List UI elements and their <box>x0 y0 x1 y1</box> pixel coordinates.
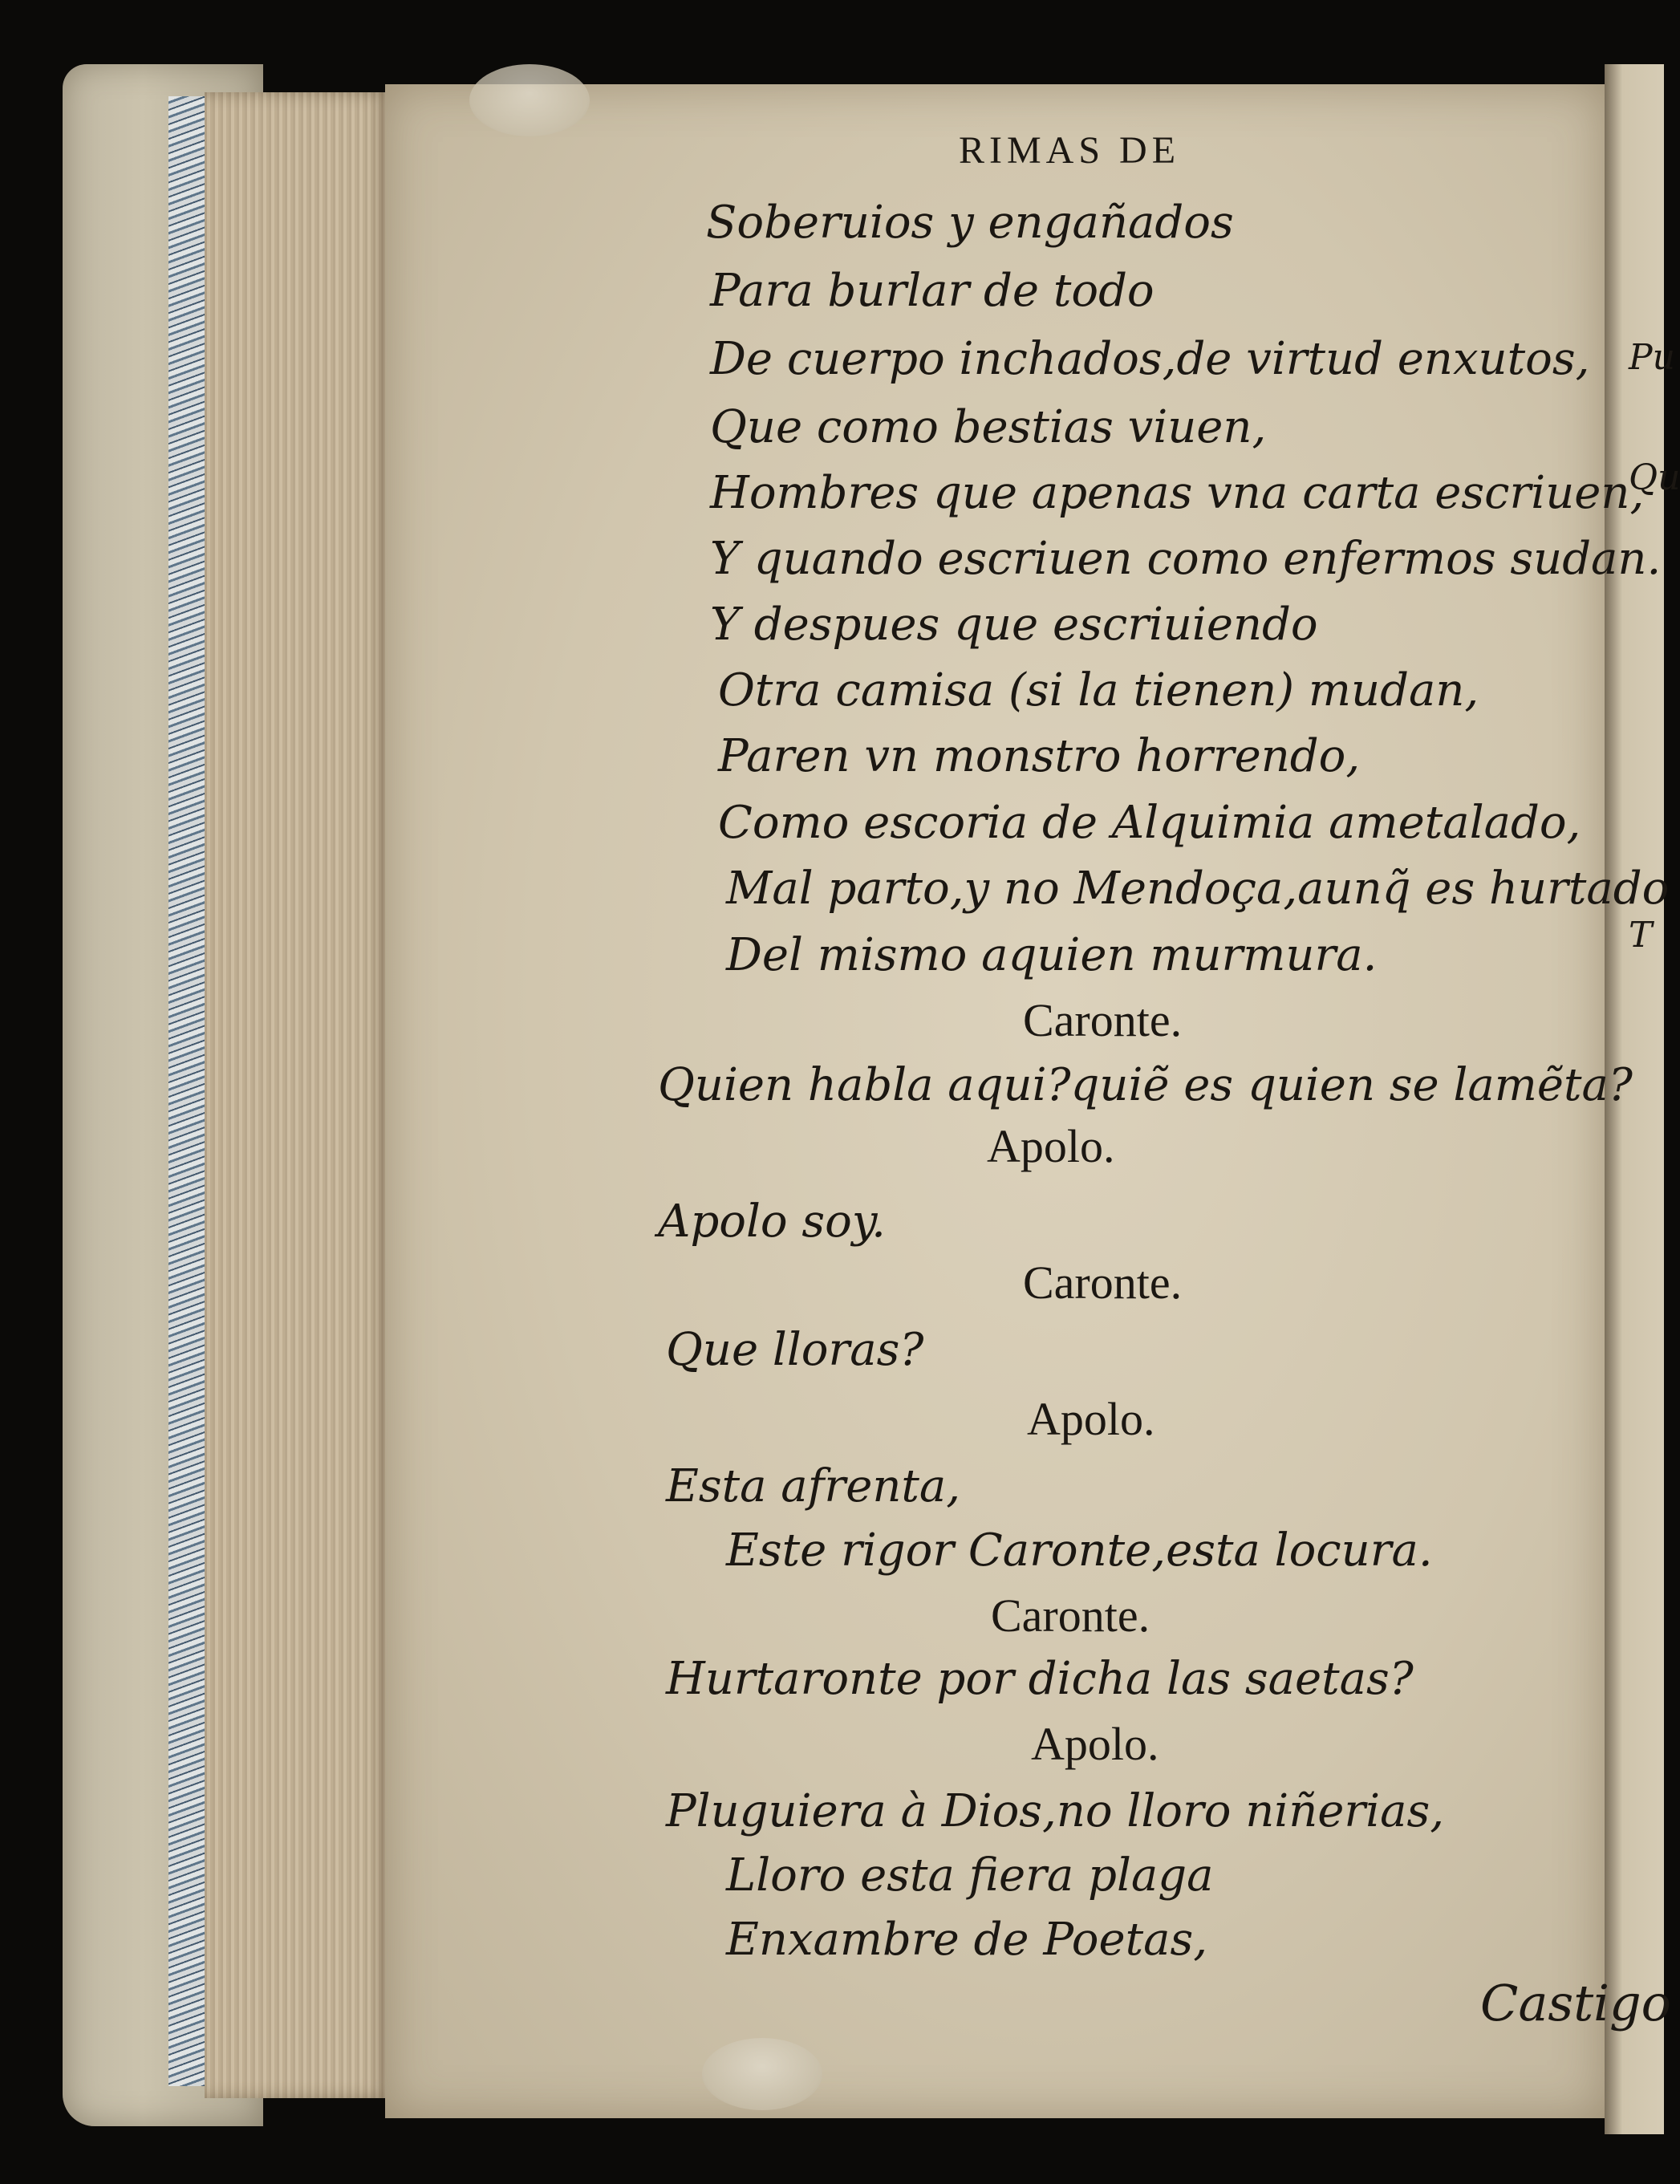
dialogue-line: Enxambre de Poetas, <box>726 1914 1208 1966</box>
dialogue-line: Apolo soy. <box>658 1196 886 1248</box>
speaker-name: Caronte. <box>991 1589 1150 1642</box>
page-clip <box>702 2038 822 2110</box>
verse-line: Soberuios y engañados <box>706 197 1234 249</box>
speaker-name: Apolo. <box>1031 1718 1159 1770</box>
running-head: RIMAS DE <box>959 129 1181 172</box>
dialogue-line: Quien habla aqui?quiẽ es quien se lamẽta? <box>658 1059 1633 1111</box>
verse-line: Del mismo aquien murmura. <box>726 929 1378 981</box>
margin-fragment: T <box>1629 915 1653 956</box>
dialogue-line: Este rigor Caronte,esta locura. <box>726 1524 1433 1577</box>
dialogue-line: Pluguiera à Dios,no lloro niñerias, <box>666 1785 1445 1837</box>
verse-line: Paren vn monstro horrendo, <box>718 730 1361 782</box>
dialogue-line: Hurtaronte por dicha las saetas? <box>666 1653 1414 1705</box>
marbled-edge <box>168 96 209 2086</box>
speaker-name: Apolo. <box>987 1120 1115 1172</box>
dialogue-line: Lloro esta fiera plaga <box>726 1849 1214 1902</box>
verse-line: Para burlar de todo <box>710 265 1154 317</box>
speaker-name: Caronte. <box>1023 1256 1183 1309</box>
dialogue-line: Que lloras? <box>666 1324 924 1376</box>
speaker-name: Apolo. <box>1027 1393 1155 1445</box>
dialogue-line: Esta afrenta, <box>666 1460 961 1512</box>
verse-line: Como escoria de Alquimia ametalado, <box>718 797 1581 849</box>
catchword: Castigo <box>1480 1974 1671 2032</box>
margin-fragment: Qu <box>1629 457 1680 498</box>
page-block-edge <box>205 92 389 2098</box>
verse-line: De cuerpo inchados,de virtud enxutos, <box>710 333 1590 385</box>
verse-line: Hombres que apenas vna carta escriuen, <box>710 467 1645 519</box>
speaker-name: Caronte. <box>1023 994 1183 1046</box>
verse-line: Y despues que escriuiendo <box>710 599 1318 651</box>
verse-line: Otra camisa (si la tienen) mudan, <box>718 664 1479 716</box>
margin-fragment: Pu <box>1629 337 1675 378</box>
verse-line: Mal parto,y no Mendoça,aunq̃ es hurtado <box>726 863 1670 915</box>
verse-line: Y quando escriuen como enfermos sudan. <box>710 533 1662 585</box>
verse-line: Que como bestias viuen, <box>710 401 1267 453</box>
page-clip <box>469 64 590 136</box>
